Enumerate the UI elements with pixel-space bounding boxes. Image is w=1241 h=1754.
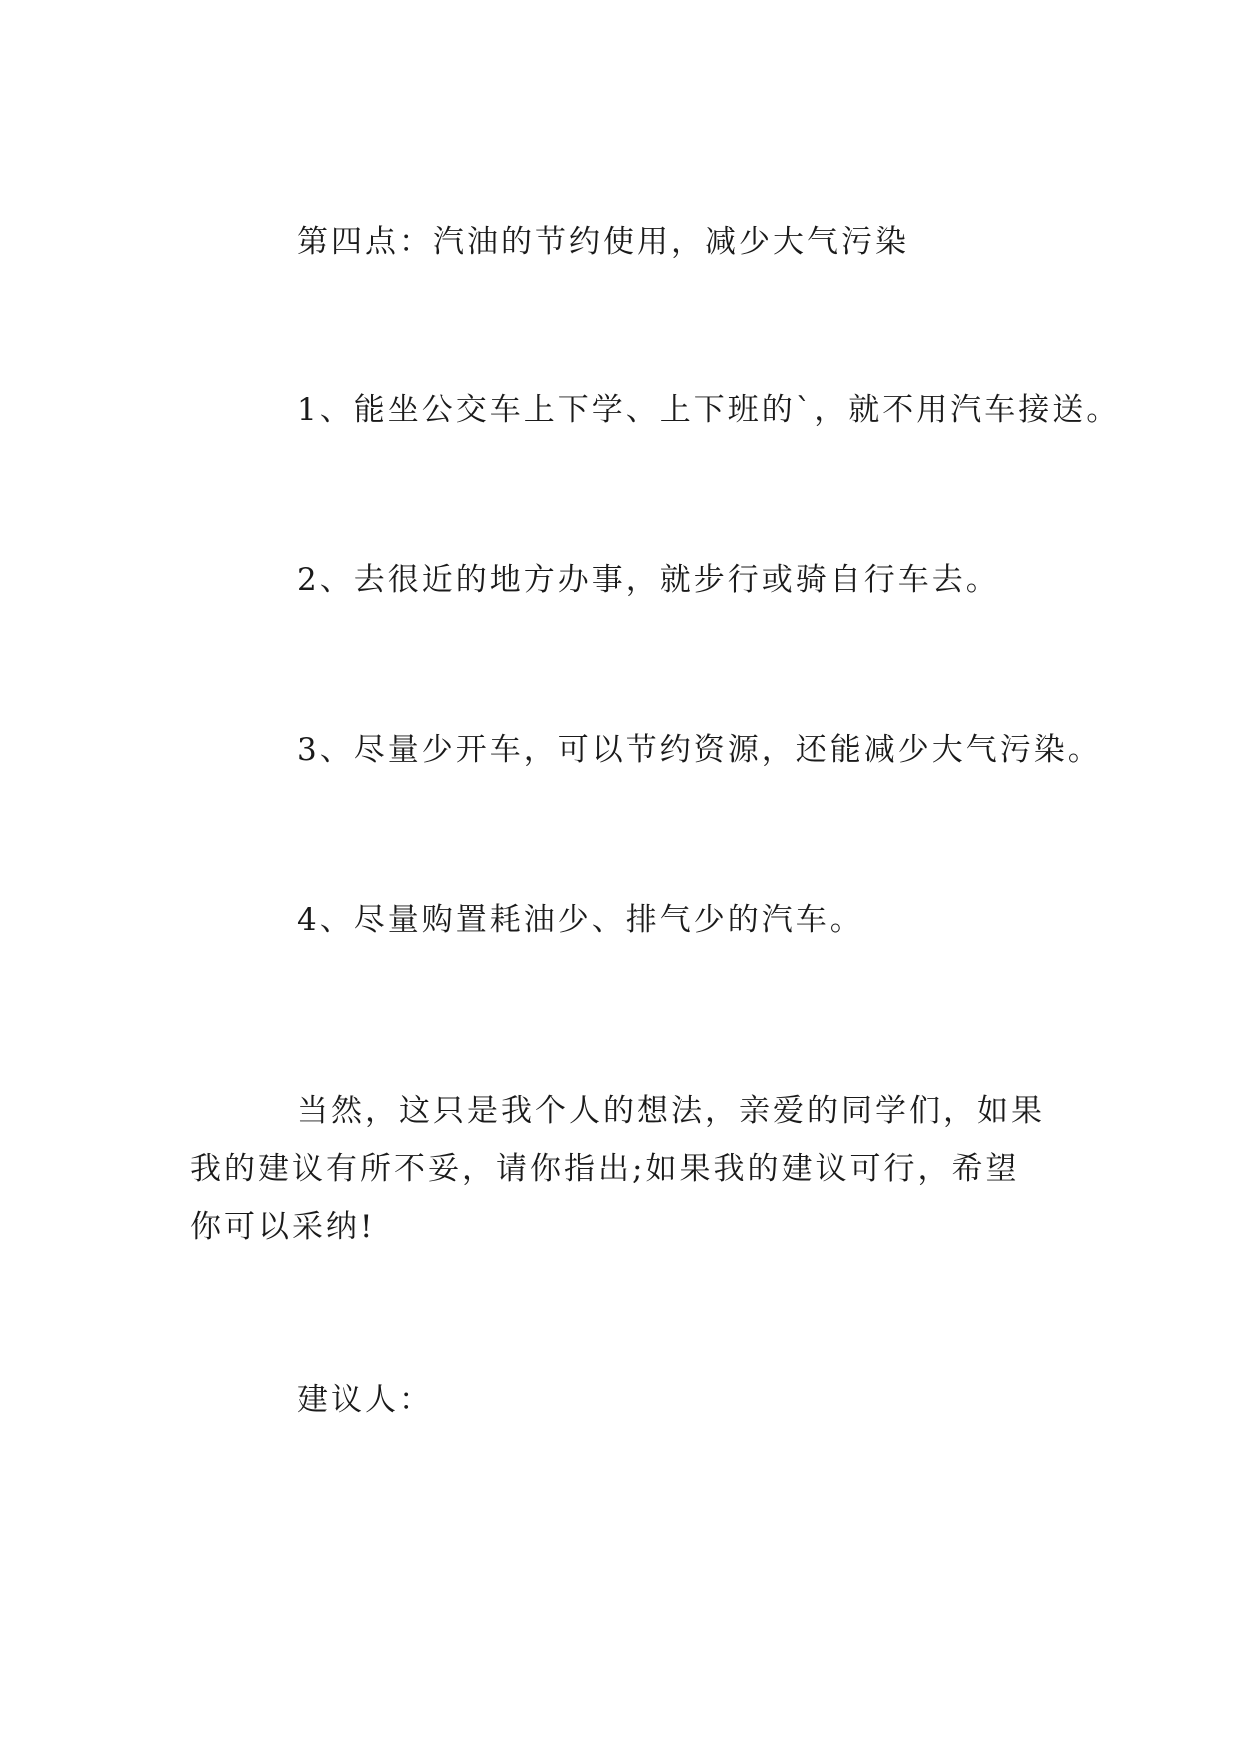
list-item: 2、去很近的地方办事，就步行或骑自行车去。 <box>297 562 1000 598</box>
list-item: 3、尽量少开车，可以节约资源，还能减少大气污染。 <box>297 732 1102 768</box>
list-item: 1、能坐公交车上下学、上下班的`，就不用汽车接送。 <box>297 392 1121 428</box>
section-heading: 第四点：汽油的节约使用，减少大气污染 <box>297 224 909 260</box>
signature-label: 建议人： <box>297 1382 433 1418</box>
list-item: 4、尽量购置耗油少、排气少的汽车。 <box>297 902 864 938</box>
closing-paragraph: 当然，这只是我个人的想法，亲爱的同学们，如果我的建议有所不妥，请你指出;如果我的建议可行，希望你可以采纳! <box>190 1093 1045 1245</box>
